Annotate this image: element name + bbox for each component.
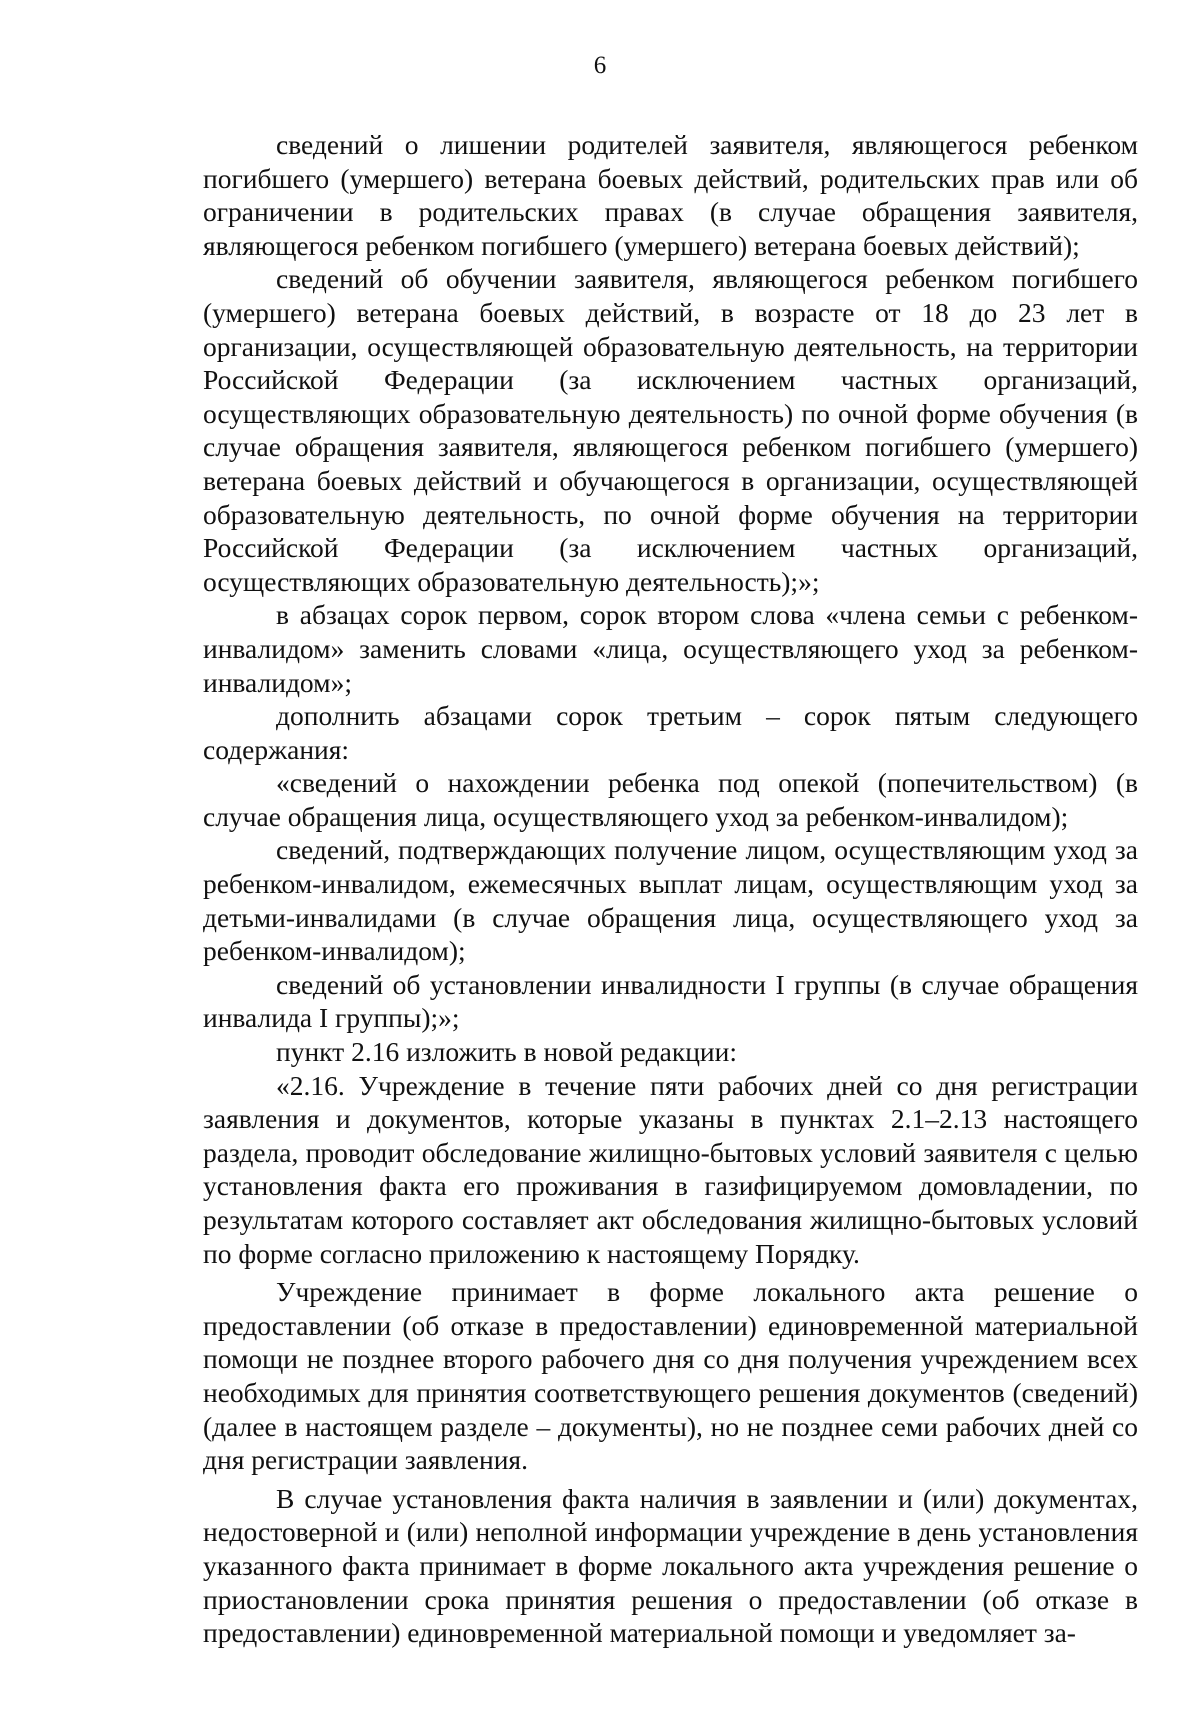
paragraph: пункт 2.16 изложить в новой редакции: (276, 1036, 738, 1068)
paragraph: В случае установления факта наличия в заявлении и (или) документах, недостоверной и (или) неполной информации учреждение в день установления указанного факта принимает в форме локального акта учреждения решение о приостановлении срока принятия решения о предоставлении (об отказе в предоставлении) единовременной материальной помощи и уведомляет за- (203, 1482, 1138, 1649)
page-number: 6 (593, 52, 607, 79)
paragraph: «сведений о нахождении ребенка под опекой (попечительством) (в случае обращения лица, осуществляющего уход за ребенком-инвалидом); (203, 767, 1138, 832)
paragraph: Учреждение принимает в форме локального акта решение о предоставлении (об отказе в предоставлении) единовременной материальной помощи не позднее второго рабочего дня со дня получения учреждением всех необходимых для принятия соответствующего решения документов (сведений) (далее в настоящем разделе – документы), но не позднее семи рабочих дней со дня регистрации заявления. (203, 1276, 1138, 1476)
paragraph: в абзацах сорок первом, сорок втором слова «члена семьи с ребенком-инвалидом» заменить словами «лица, осуществляющего уход за ребенком-инвалидом»; (203, 599, 1138, 698)
document-body (203, 128, 1138, 1650)
paragraph: дополнить абзацами сорок третьим – сорок пятым следующего содержания: (203, 700, 1138, 765)
paragraph: сведений об установлении инвалидности I группы (в случае обращения инвалида I группы);»; (203, 968, 1138, 1034)
paragraph: сведений, подтверждающих получение лицом, осуществляющим уход за ребенком-инвалидом, ежемесячных выплат лицам, осуществляющим уход за детьми-инвалидами (в случае обращения лица, осуществляющего уход за ребенком-инвалидом); (203, 834, 1138, 967)
paragraph: «2.16. Учреждение в течение пяти рабочих дней со дня регистрации заявления и документов, которые указаны в пунктах 2.1–2.13 настоящего раздела, проводит обследование жилищно-бытовых условий заявителя с целью установления факта его проживания в газифицируемом домовладении, по результатам которого составляет акт обследования жилищно-бытовых условий по форме согласно приложению к настоящему Порядку. (203, 1069, 1138, 1269)
paragraph: сведений о лишении родителей заявителя, являющегося ребенком погибшего (умершего) ветерана боевых действий, родительских прав или об ограничении в родительских правах (в случае обращения заявителя, являющегося ребенком погибшего (умершего) ветерана боевых действий); (203, 129, 1138, 261)
paragraph: сведений об обучении заявителя, являющегося ребенком погибшего (умершего) ветерана боевых действий, в возрасте от 18 до 23 лет в организации, осуществляющей образовательную деятельность, на территории Российской Федерации (за исключением частных организаций, осуществляющих образовательную деятельность) по очной форме обучения (в случае обращения заявителя, являющегося ребенком погибшего (умершего) ветерана боевых действий и обучающегося в организации, осуществляющей образовательную деятельность, по очной форме обучения на территории Российской Федерации (за исключением частных организаций, осуществляющих образовательную деятельность);»; (203, 263, 1138, 597)
